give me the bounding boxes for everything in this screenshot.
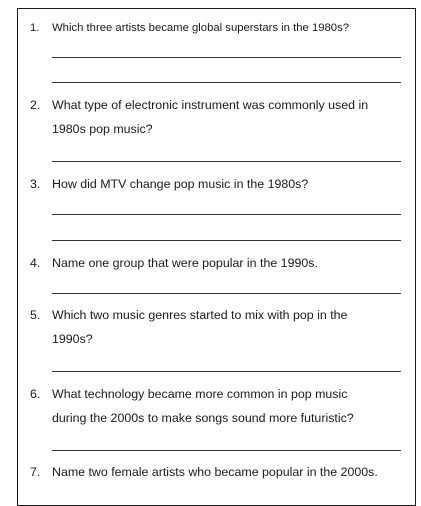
question-6 [30,382,409,430]
question-number: 5. [30,308,41,322]
question-7 [30,460,409,484]
question-text: Name two female artists who became popular in the 2000s. [52,465,378,479]
answer-line[interactable] [52,161,401,162]
question-5 [30,303,409,351]
question-number: 4. [30,256,41,270]
question-text: Name one group that were popular in the 1990s. [52,256,318,270]
question-4 [30,251,409,275]
question-text: How did MTV change pop music in the 1980s? [52,177,309,191]
question-1 [30,19,409,37]
question-text: What type of electronic instrument was commonly used in 1980s pop music? [52,98,369,136]
answer-line[interactable] [52,371,401,372]
question-number: 1. [30,22,40,34]
question-text: Which three artists became global superstars in the 1980s? [52,22,350,34]
question-number: 3. [30,177,41,191]
question-text: What technology became more common in pop music during the 2000s to make songs sound more futuristic? [52,387,354,425]
answer-line[interactable] [52,240,401,241]
answer-line[interactable] [52,450,401,451]
question-number: 7. [30,465,41,479]
question-text: Which two music genres started to mix with pop in the 1990s? [52,308,348,346]
question-number: 2. [30,98,41,112]
question-number: 6. [30,387,41,401]
answer-line[interactable] [52,293,401,294]
worksheet [17,8,416,506]
question-3 [30,172,409,196]
answer-line[interactable] [52,57,401,58]
answer-line[interactable] [52,214,401,215]
question-2 [30,93,409,141]
answer-line[interactable] [52,82,401,83]
